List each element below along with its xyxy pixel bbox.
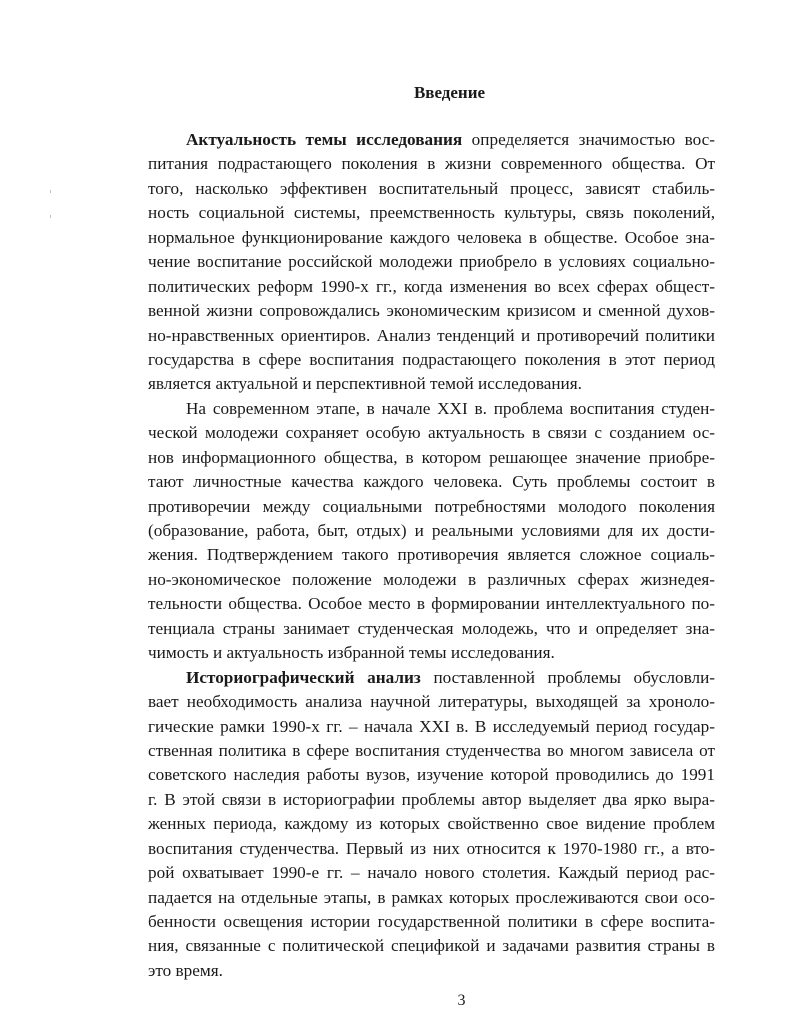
- text-line: но-нравственных ориентиров. Анализ тенденций и противоречий политики: [148, 325, 715, 345]
- text-line: ность социальной системы, преемственность культуры, связь поколений,: [148, 203, 715, 223]
- bold-term: Актуальность темы исследования: [186, 130, 463, 149]
- text-line: женных периода, каждому из которых свойственно свое видение проблем: [148, 814, 715, 834]
- bold-term: Историографический анализ: [186, 667, 421, 687]
- text-line: является актуальной и перспективной темой исследования.: [148, 374, 582, 394]
- body-text: [148, 128, 715, 983]
- text-line: чение воспитание российской молодежи приобрело в условиях социально-: [148, 252, 715, 272]
- scan-mark: [50, 190, 51, 193]
- text-line: воспитания студенчества. Первый из них относится к 1970-1980 гг., а вто-: [148, 838, 715, 858]
- text-line: Историографический анализ поставленной проблемы обусловли-: [186, 667, 715, 687]
- text-line: ния, связанные с политической спецификой и задачами развития страны в: [148, 936, 715, 956]
- text-line: жения. Подтверждением такого противоречия является сложное социаль-: [148, 545, 715, 565]
- text-line: ственная политика в сфере воспитания студенчества во многом зависела от: [148, 740, 715, 760]
- text-line: противоречии между социальными потребностями молодого поколения: [148, 496, 715, 516]
- page-title: Введение: [413, 83, 486, 102]
- text-line: тенциала страны занимает студенческая молодежь, что и определяет зна-: [148, 618, 715, 638]
- text-line: (образование, работа, быт, отдых) и реальными условиями для их дости-: [148, 521, 715, 540]
- text-line: гические рамки 1990-х гг. – начала XXI в. В исследуемый период государ-: [148, 716, 715, 736]
- page-number: 3: [457, 992, 466, 1009]
- text-line: г. В этой связи в историографии проблемы автор выделяет два ярко выра-: [148, 789, 715, 809]
- text-line: падается на отдельные этапы, в рамках которых прослеживаются свои осо-: [148, 887, 715, 907]
- text-line: государства в сфере воспитания подрастающего поколения в этот период: [148, 349, 715, 369]
- text-line: венной жизни сопровождались экономическим кризисом и сменной духов-: [148, 301, 715, 321]
- scan-mark: [50, 215, 51, 218]
- text-line: тельности общества. Особое место в формировании интеллектуального по-: [148, 594, 715, 614]
- text-line: но-экономическое положение молодежи в различных сферах жизнедея-: [148, 569, 715, 589]
- text-line: политических реформ 1990-х гг., когда изменения во всех сферах общест-: [148, 276, 715, 296]
- text-line: Актуальность темы исследования определяется значимостью вос-: [186, 130, 715, 149]
- text-line: вает необходимость анализа научной литературы, выходящей за хроноло-: [148, 692, 715, 712]
- text-line: нормальное функционирование каждого человека в обществе. Особое зна-: [148, 227, 715, 247]
- text-line: чимость и актуальность избранной темы исследования.: [148, 643, 555, 663]
- text-line: На современном этапе, в начале XXI в. проблема воспитания студен-: [186, 398, 715, 418]
- text-line: советского наследия работы вузов, изучение которой проводились до 1991: [148, 765, 715, 785]
- text-line: бенности освещения истории государственной политики в сфере воспита-: [148, 912, 715, 931]
- text-line: рой охватывает 1990-е гг. – начало нового столетия. Каждый период рас-: [148, 863, 715, 883]
- text-line: тают личностные качества каждого человека. Суть проблемы состоит в: [148, 472, 715, 492]
- text-line: питания подрастающего поколения в жизни современного общества. От: [148, 154, 715, 174]
- text-line: того, насколько эффективен воспитательный процесс, зависят стабиль-: [148, 178, 715, 198]
- text-line: это время.: [148, 960, 223, 980]
- text-line: ческой молодежи сохраняет особую актуальность в связи с созданием ос-: [148, 423, 715, 443]
- text-line: нов информационного общества, в котором решающее значение приобре-: [148, 447, 715, 467]
